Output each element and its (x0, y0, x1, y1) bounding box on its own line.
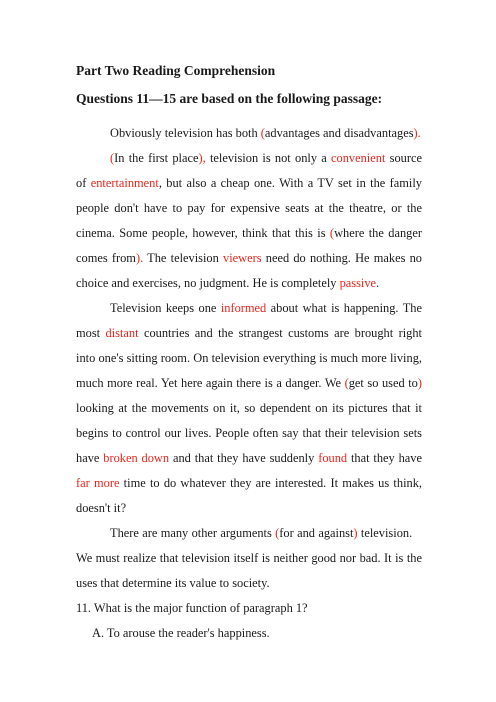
passage-text: looking at the movements on it, so dependent on its pictures that it begins to control our lives. People often say that their television sets have (76, 401, 422, 465)
passage-text: get so used to (348, 376, 418, 390)
passage-paragraph-1 (76, 121, 422, 146)
highlighted-text: ), (198, 151, 206, 165)
question-11-option-a: A. To arouse the reader's happiness. (92, 626, 270, 640)
passage-text: In the first place (114, 151, 199, 165)
passage-text: countries and the strangest customs are brought right into one's sitting room. On television everything is much more living, much more real. Yet here again there is a danger. We (76, 326, 422, 390)
passage-text: time to do whatever they are interested. It makes us think, doesn't it? (76, 476, 423, 515)
passage-text: , but also a cheap one. With a TV set in the family people don't have to pay for expensive seats at the theatre, or the cinema. Some people, however, think that this is (76, 176, 423, 240)
highlighted-text: ( (275, 526, 280, 540)
passage-text: and that they have suddenly (169, 451, 319, 465)
passage-paragraph-2 (76, 146, 422, 296)
highlighted-text: far more (76, 476, 120, 490)
passage-paragraph-3 (76, 296, 422, 521)
highlighted-text: distant (105, 326, 139, 340)
passage-text: where the danger comes from (76, 226, 422, 265)
passage-text: Obviously television has both (110, 126, 261, 140)
passage-text: television is not only a (205, 151, 332, 165)
question-11: 11. What is the major function of paragraph 1? (76, 601, 308, 615)
passage-text: need do nothing. He makes no choice and exercises, no judgment. He is completely (76, 251, 422, 290)
passage-text: about what is happening. The most (76, 301, 422, 340)
highlighted-text: ). (135, 251, 144, 265)
highlighted-text: ( (344, 376, 349, 390)
passage-paragraph-4 (76, 521, 422, 596)
highlighted-text: passive (339, 276, 377, 290)
highlighted-text: ( (110, 151, 115, 165)
highlighted-text: ). (413, 126, 421, 140)
highlighted-text: informed (220, 301, 267, 315)
highlighted-text: ( (260, 126, 265, 140)
document-content (76, 62, 422, 646)
passage-text: television. We must realize that television itself is neither good nor bad. It is the uses that determine its value to society. (76, 526, 422, 590)
passage-text: Television keeps one (110, 301, 221, 315)
highlighted-text: ) (417, 376, 422, 390)
highlighted-text: ( (329, 226, 335, 240)
section-title: Part Two Reading Comprehension (76, 63, 276, 78)
passage-text: There are many other arguments (110, 526, 276, 540)
questions-intro: Questions 11—15 are based on the following passage: (76, 91, 383, 106)
passage-text: source of (76, 151, 422, 190)
passage-text: for and against (279, 526, 354, 540)
highlighted-text: convenient (331, 151, 386, 165)
passage-text: . (376, 276, 380, 290)
passage-text: advantages and disadvantages (264, 126, 414, 140)
passage-text: The television (143, 251, 224, 265)
highlighted-text: broken down (103, 451, 170, 465)
highlighted-text: found (318, 451, 348, 465)
highlighted-text: ) (353, 526, 358, 540)
highlighted-text: entertainment (90, 176, 159, 190)
highlighted-text: viewers (223, 251, 262, 265)
passage-text: that they have (347, 451, 422, 465)
